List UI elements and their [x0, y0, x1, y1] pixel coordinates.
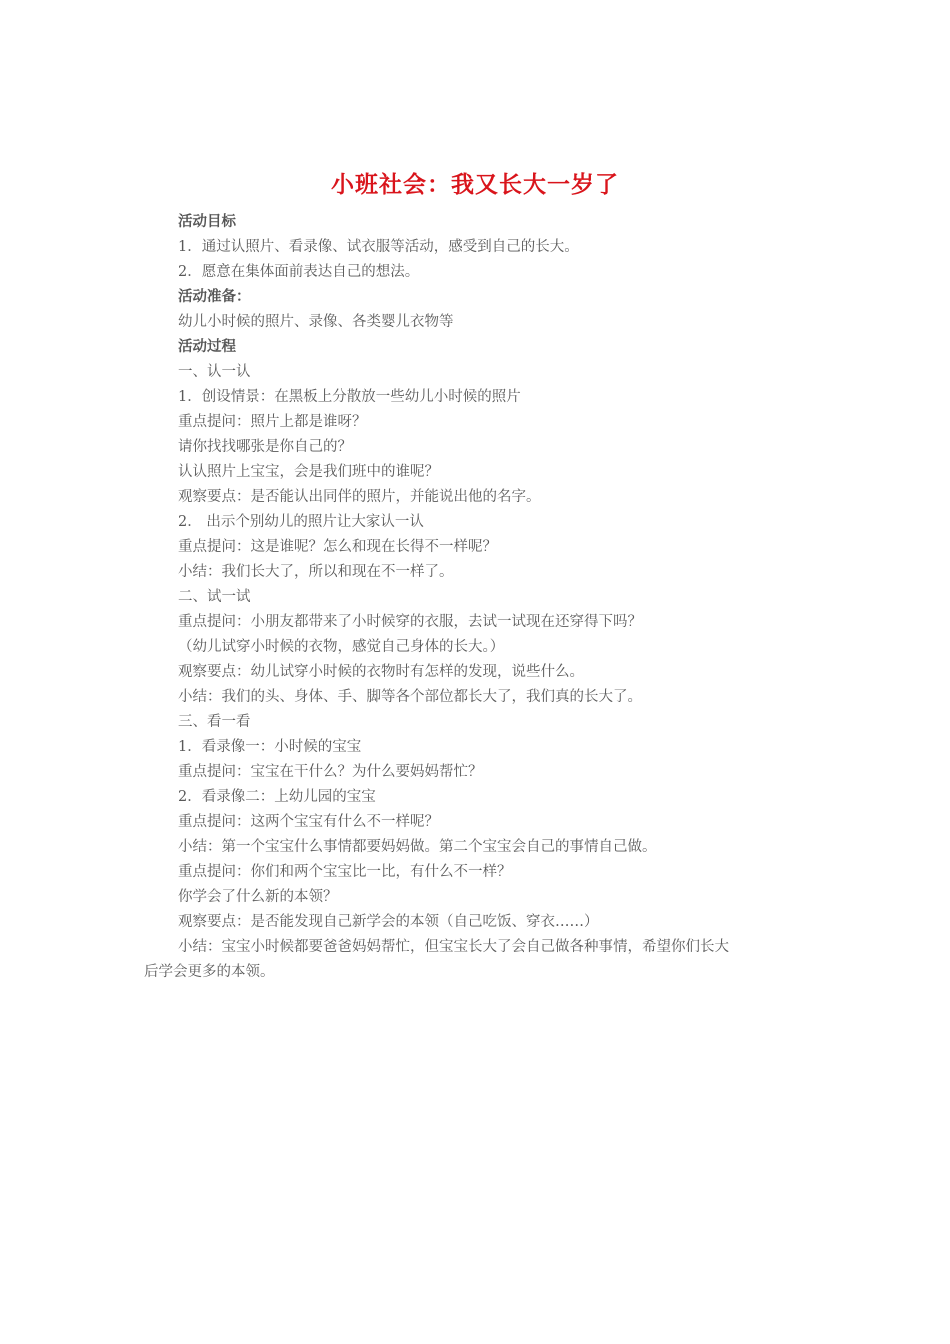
text-line: 重点提问：宝宝在干什么？为什么要妈妈帮忙？ — [178, 764, 483, 780]
content-lines — [178, 210, 818, 935]
text-line: 重点提问：这两个宝宝有什么不一样呢？ — [178, 814, 439, 830]
text-line: 重点提问：这是谁呢？怎么和现在长得不一样呢？ — [178, 539, 497, 555]
text-line: 2．看录像二：上幼儿园的宝宝 — [178, 789, 376, 805]
text-line: 你学会了什么新的本领？ — [178, 889, 338, 905]
text-line: 重点提问：小朋友都带来了小时候穿的衣服，去试一试现在还穿得下吗？ — [178, 614, 642, 630]
text-line: 1．通过认照片、看录像、试衣服等活动，感受到自己的长大。 — [178, 239, 579, 255]
section-heading: 活动准备： — [178, 289, 251, 305]
text-line: （幼儿试穿小时候的衣物，感觉自己身体的长大。） — [178, 639, 505, 655]
text-line: 一、认一认 — [178, 364, 251, 380]
text-line: 小结：我们长大了，所以和现在不一样了。 — [178, 564, 454, 580]
document-title: 小班社会：我又长大一岁了 — [331, 171, 619, 198]
text-line: 二、试一试 — [178, 589, 251, 605]
text-line: 认认照片上宝宝，会是我们班中的谁呢？ — [178, 464, 439, 480]
section-heading: 活动过程 — [178, 339, 236, 355]
final-paragraph-line-2: 后学会更多的本领。 — [144, 964, 275, 980]
text-line: 观察要点：是否能发现自己新学会的本领（自己吃饭、穿衣……） — [178, 914, 599, 930]
text-line: 1．创设情景：在黑板上分散放一些幼儿小时候的照片 — [178, 389, 521, 405]
text-line: 2． 出示个别幼儿的照片让大家认一认 — [178, 514, 424, 530]
final-paragraph-line-1: 小结：宝宝小时候都要爸爸妈妈帮忙，但宝宝长大了会自己做各种事情，希望你们长大 — [178, 939, 729, 955]
text-line: 请你找找哪张是你自己的？ — [178, 439, 352, 455]
text-line: 重点提问：照片上都是谁呀？ — [178, 414, 367, 430]
text-line: 三、看一看 — [178, 714, 251, 730]
text-line: 幼儿小时候的照片、录像、各类婴儿衣物等 — [178, 314, 454, 330]
text-line: 小结：第一个宝宝什么事情都要妈妈做。第二个宝宝会自己的事情自己做。 — [178, 839, 657, 855]
document-body — [144, 210, 818, 985]
text-line: 观察要点：幼儿试穿小时候的衣物时有怎样的发现，说些什么。 — [178, 664, 584, 680]
section-heading: 活动目标 — [178, 214, 236, 230]
text-line: 小结：我们的头、身体、手、脚等各个部位都长大了，我们真的长大了。 — [178, 689, 642, 705]
text-line: 重点提问：你们和两个宝宝比一比，有什么不一样？ — [178, 864, 512, 880]
text-line: 2．愿意在集体面前表达自己的想法。 — [178, 264, 420, 280]
text-line: 观察要点：是否能认出同伴的照片，并能说出他的名字。 — [178, 489, 541, 505]
text-line: 1．看录像一：小时候的宝宝 — [178, 739, 362, 755]
